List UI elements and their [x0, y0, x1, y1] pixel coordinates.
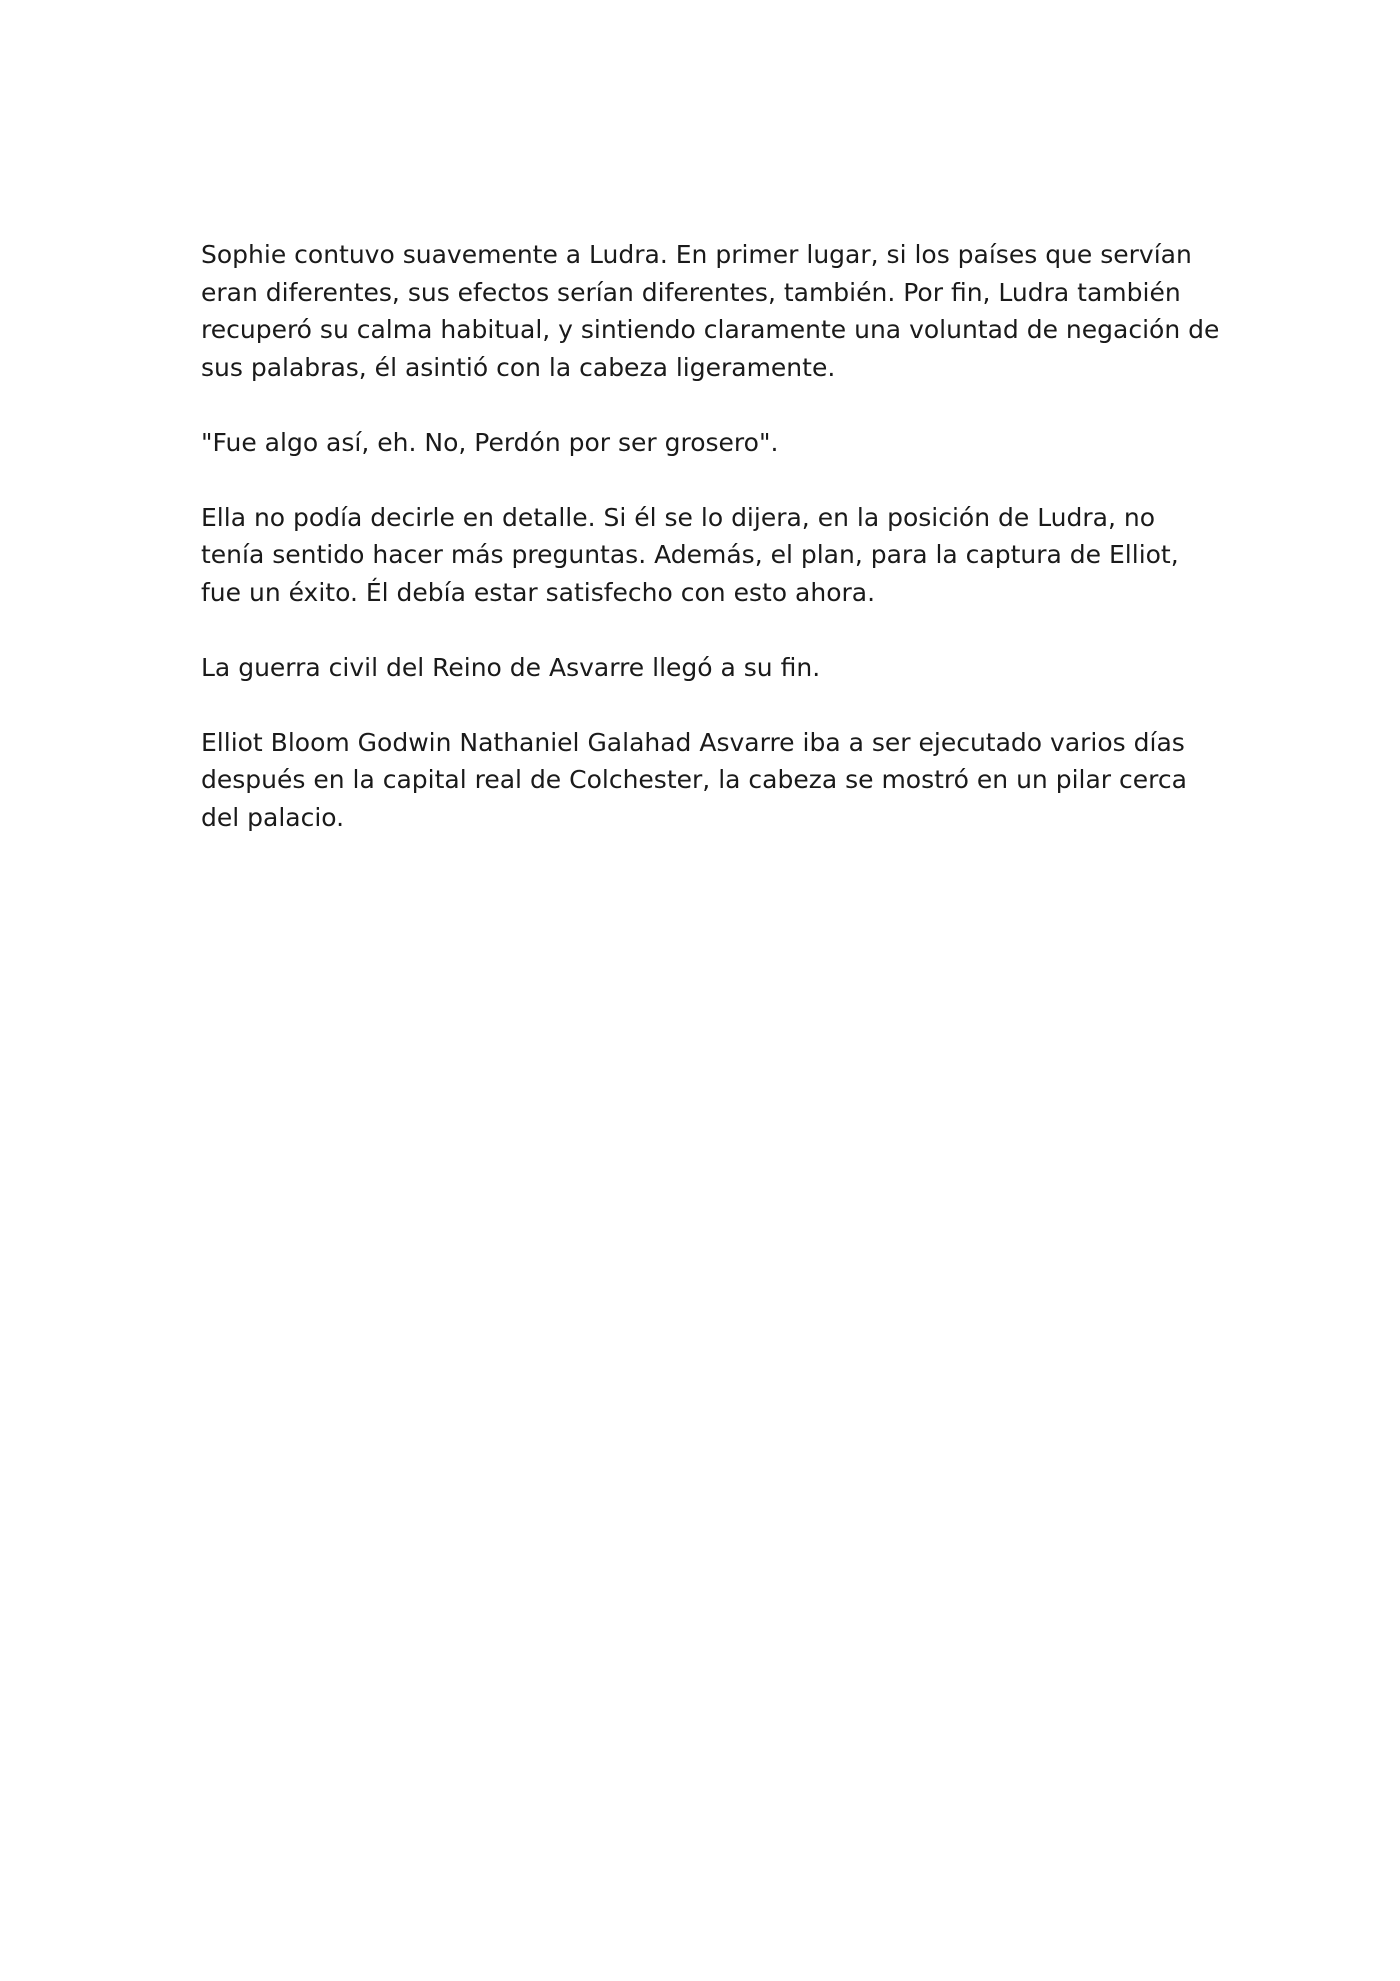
- text-line: tenía sentido hacer más preguntas. Además, el plan, para la captura de Elliot,: [201, 540, 1179, 569]
- paragraph-3: [201, 499, 1211, 612]
- text-line: después en la capital real de Colchester, la cabeza se mostró en un pilar cerca: [201, 765, 1187, 794]
- paragraph-2: [201, 424, 1211, 462]
- text-line: "Fue algo así, eh. No, Perdón por ser grosero".: [201, 427, 779, 457]
- text-line: La guerra civil del Reino de Asvarre llegó a su fin.: [201, 652, 821, 682]
- document-body: [201, 236, 1220, 874]
- text-line: eran diferentes, sus efectos serían diferentes, también. Por fin, Ludra también: [201, 277, 1181, 307]
- text-line: Ella no podía decirle en detalle. Si él se lo dijera, en la posición de Ludra, no: [201, 502, 1156, 532]
- text-line: del palacio.: [201, 802, 345, 832]
- paragraph-4: [201, 649, 1211, 687]
- text-line: Elliot Bloom Godwin Nathaniel Galahad Asvarre iba a ser ejecutado varios días: [201, 727, 1185, 757]
- text-line: fue un éxito. Él debía estar satisfecho con esto ahora.: [201, 577, 876, 607]
- text-line: Sophie contuvo suavemente a Ludra. En primer lugar, si los países que servían: [201, 240, 1192, 269]
- text-line: sus palabras, él asintió con la cabeza ligeramente.: [201, 352, 836, 382]
- text-line: recuperó su calma habitual, y sintiendo claramente una voluntad de negación de: [201, 315, 1220, 344]
- paragraph-5: [201, 724, 1211, 837]
- paragraph-1: [201, 236, 1220, 386]
